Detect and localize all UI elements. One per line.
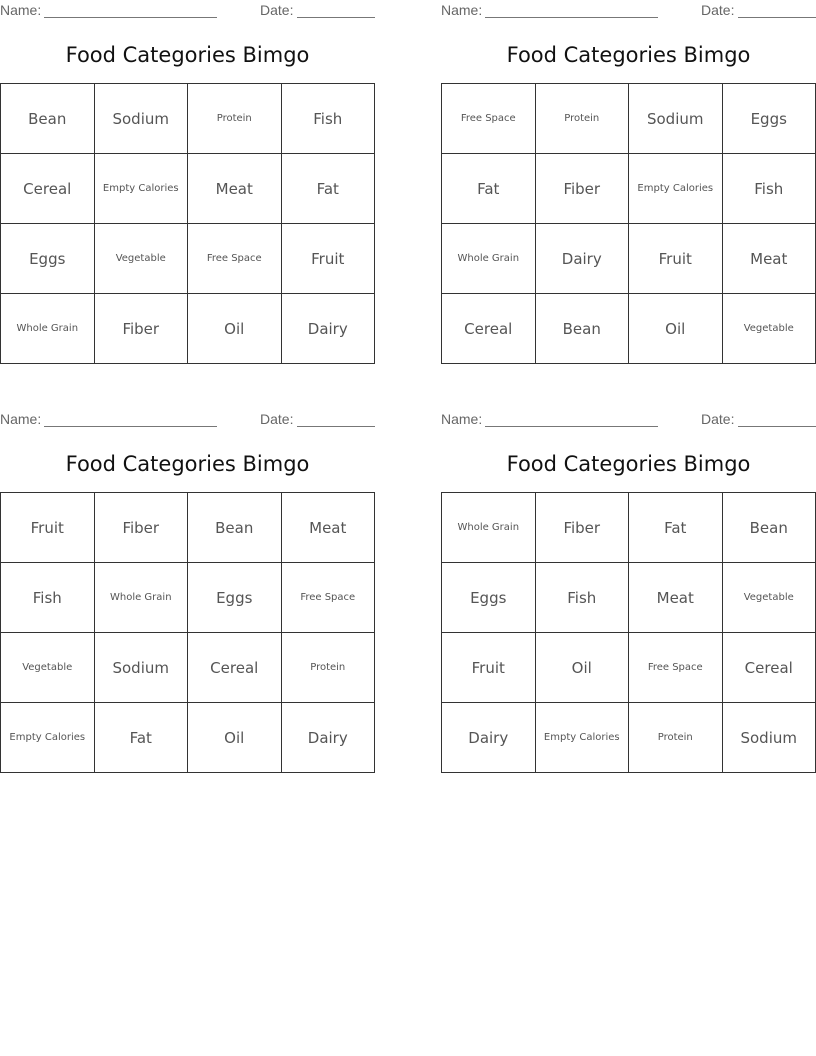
- bingo-cell: Meat: [629, 563, 723, 633]
- grid-row: [1, 154, 375, 224]
- bingo-cell: Fat: [281, 154, 375, 224]
- grid-row: [442, 224, 816, 294]
- bingo-cell: Bean: [722, 493, 816, 563]
- name-blank-line: [485, 411, 658, 427]
- bingo-grid: [0, 492, 375, 773]
- date-label: Date:: [701, 2, 735, 18]
- bingo-cell: Empty Calories: [535, 703, 629, 773]
- bingo-cell: Empty Calories: [629, 154, 723, 224]
- card-title: Food Categories Bimgo: [65, 452, 310, 476]
- name-blank-line: [44, 411, 217, 427]
- grid-row: [1, 84, 375, 154]
- bingo-cell: Free Space: [629, 633, 723, 703]
- grid-row: [442, 703, 816, 773]
- grid-row: [442, 294, 816, 364]
- card-title: Food Categories Bimgo: [65, 43, 310, 67]
- bingo-cell: Dairy: [442, 703, 536, 773]
- date-blank-line: [738, 2, 816, 18]
- name-date-row: [0, 411, 375, 429]
- bingo-cell: Protein: [281, 633, 375, 703]
- bingo-cell: Fruit: [629, 224, 723, 294]
- bingo-cell: Fish: [281, 84, 375, 154]
- name-label: Name:: [0, 411, 42, 427]
- bingo-cell: Sodium: [94, 633, 188, 703]
- date-blank-line: [297, 2, 375, 18]
- name-date-row: [0, 2, 375, 20]
- card-title: Food Categories Bimgo: [506, 43, 751, 67]
- grid-row: [1, 294, 375, 364]
- date-blank-line: [738, 411, 816, 427]
- bingo-cell: Sodium: [629, 84, 723, 154]
- bingo-cell: Whole Grain: [1, 294, 95, 364]
- name-blank-line: [44, 2, 217, 18]
- bingo-cell: Cereal: [1, 154, 95, 224]
- bingo-cell: Bean: [188, 493, 282, 563]
- bingo-cell: Dairy: [281, 703, 375, 773]
- bingo-cell: Vegetable: [94, 224, 188, 294]
- bingo-cell: Vegetable: [1, 633, 95, 703]
- bingo-cell: Empty Calories: [1, 703, 95, 773]
- grid-row: [1, 563, 375, 633]
- bingo-cell: Dairy: [281, 294, 375, 364]
- bingo-cell: Meat: [188, 154, 282, 224]
- bingo-cell: Empty Calories: [94, 154, 188, 224]
- bingo-cell: Fruit: [281, 224, 375, 294]
- bingo-cell: Protein: [535, 84, 629, 154]
- bingo-cell: Fish: [535, 563, 629, 633]
- grid-row: [1, 493, 375, 563]
- name-label: Name:: [0, 2, 42, 18]
- bingo-cell: Cereal: [442, 294, 536, 364]
- bingo-grid: [441, 83, 816, 364]
- bingo-cell: Protein: [188, 84, 282, 154]
- grid-row: [442, 84, 816, 154]
- bingo-cell: Eggs: [442, 563, 536, 633]
- name-date-row: [441, 411, 816, 429]
- grid-row: [442, 633, 816, 703]
- bingo-cell: Protein: [629, 703, 723, 773]
- bingo-cell: Eggs: [188, 563, 282, 633]
- bingo-cell: Vegetable: [722, 563, 816, 633]
- bingo-cell: Fat: [629, 493, 723, 563]
- date-label: Date:: [260, 411, 294, 427]
- name-label: Name:: [441, 411, 483, 427]
- bingo-cell: Fiber: [94, 294, 188, 364]
- bingo-cell: Fish: [1, 563, 95, 633]
- bingo-cell: Fiber: [535, 493, 629, 563]
- date-blank-line: [297, 411, 375, 427]
- bingo-cell: Sodium: [722, 703, 816, 773]
- bingo-grid: [0, 83, 375, 364]
- grid-row: [442, 154, 816, 224]
- card-title: Food Categories Bimgo: [506, 452, 751, 476]
- bingo-cell: Whole Grain: [442, 493, 536, 563]
- date-label: Date:: [260, 2, 294, 18]
- bingo-cell: Free Space: [442, 84, 536, 154]
- grid-row: [442, 493, 816, 563]
- bingo-cell: Fat: [94, 703, 188, 773]
- bingo-cell: Whole Grain: [94, 563, 188, 633]
- date-label: Date:: [701, 411, 735, 427]
- grid-row: [1, 224, 375, 294]
- bingo-cell: Fat: [442, 154, 536, 224]
- bingo-cell: Oil: [535, 633, 629, 703]
- bingo-cell: Free Space: [188, 224, 282, 294]
- bingo-cell: Fiber: [94, 493, 188, 563]
- bingo-cell: Free Space: [281, 563, 375, 633]
- bingo-cell: Sodium: [94, 84, 188, 154]
- grid-row: [1, 703, 375, 773]
- bingo-cell: Vegetable: [722, 294, 816, 364]
- bingo-cell: Whole Grain: [442, 224, 536, 294]
- bingo-cell: Eggs: [722, 84, 816, 154]
- bingo-cell: Oil: [629, 294, 723, 364]
- name-label: Name:: [441, 2, 483, 18]
- bingo-cell: Bean: [535, 294, 629, 364]
- grid-row: [442, 563, 816, 633]
- bingo-cell: Fish: [722, 154, 816, 224]
- bingo-cell: Oil: [188, 703, 282, 773]
- bingo-cell: Eggs: [1, 224, 95, 294]
- bingo-cell: Fruit: [442, 633, 536, 703]
- name-date-row: [441, 2, 816, 20]
- bingo-cell: Meat: [722, 224, 816, 294]
- bingo-cell: Dairy: [535, 224, 629, 294]
- bingo-cell: Fiber: [535, 154, 629, 224]
- grid-row: [1, 633, 375, 703]
- bingo-cell: Meat: [281, 493, 375, 563]
- bingo-cell: Cereal: [722, 633, 816, 703]
- bingo-cell: Fruit: [1, 493, 95, 563]
- bingo-cell: Bean: [1, 84, 95, 154]
- bingo-cell: Cereal: [188, 633, 282, 703]
- bingo-cell: Oil: [188, 294, 282, 364]
- bingo-grid: [441, 492, 816, 773]
- name-blank-line: [485, 2, 658, 18]
